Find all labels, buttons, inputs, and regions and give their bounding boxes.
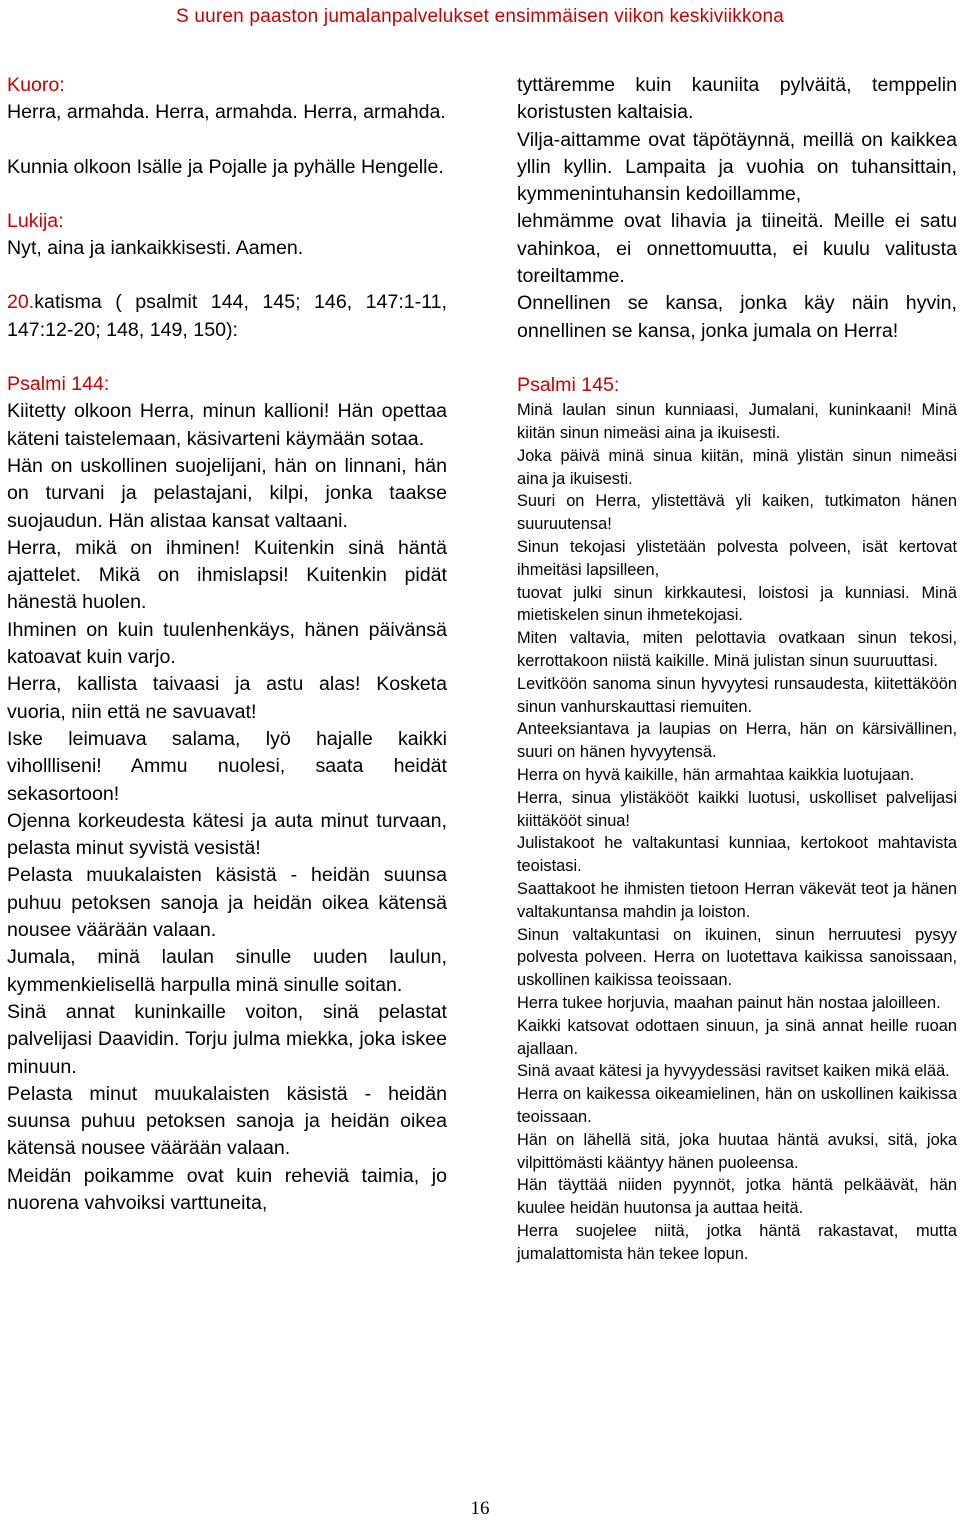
verse: Hän on lähellä sitä, joka huutaa häntä avuksi, sitä, joka vilpittömästi kääntyy hänen puoleensa. — [517, 1130, 957, 1172]
verse: Hän on uskollinen suojelijani, hän on linnani, hän on turvani ja pelastajani, kilpi, jonka taakse suojaudun. Hän alistaa kansat valtaani. — [7, 454, 447, 532]
verse: Pelasta muukalaisten käsistä - heidän suunsa puhuu petoksen sanoja ja heidän oikea kätensä nousee väärään valaan. — [7, 864, 447, 942]
verse: Anteeksiantava ja laupias on Herra, hän on kärsivällinen, suuri on hänen hyvyytensä. — [517, 720, 957, 762]
left-column — [7, 72, 447, 1217]
verse: Iske leimuava salama, lyö hajalle kaikki vihollliseni! Ammu nuolesi, saata heidät sekasortoon! — [7, 727, 447, 805]
psalm-144-continued — [517, 72, 957, 345]
verse: Suuri on Herra, ylistettävä yli kaiken, tutkimaton hänen suuruutensa! — [517, 492, 957, 534]
page-number: 16 — [470, 1498, 490, 1519]
verse: Pelasta minut muukalaisten käsistä - heidän suunsa puhuu petoksen sanoja ja heidän oikea kätensä nousee väärään valaan. — [7, 1082, 447, 1160]
katisma-heading — [7, 289, 447, 344]
verse: Vilja-aittamme ovat täpötäynnä, meillä on kaikkea yllin kyllin. Lampaita ja vuohia on tuhansittain, kymmenintuhansin kedoillamme, — [517, 128, 957, 206]
verse: Hän täyttää niiden pyynnöt, jotka häntä pelkäävät, hän kuulee heidän huutonsa ja auttaa heitä. — [517, 1176, 957, 1218]
katisma-text: katisma ( psalmit 144, 145; 146, 147:1-11, 147:12-20; 148, 149, 150): — [7, 291, 447, 341]
verse: tyttäremme kuin kauniita pylväitä, temppelin koristusten kaltaisia. — [517, 74, 957, 124]
verse: Jumala, minä laulan sinulle uuden laulun, kymmenkielisellä harpulla minä sinulle soitan. — [7, 946, 447, 996]
verse: Herra tukee horjuvia, maahan painut hän nostaa jaloilleen. — [517, 993, 941, 1012]
psalm-145-verses — [517, 399, 957, 1265]
lukija-text: Nyt, aina ja iankaikkisesti. Aamen. — [7, 237, 304, 260]
right-column — [517, 72, 957, 1266]
verse: Levitköön sanoma sinun hyvyytesi runsaudesta, kiitettäköön sinun vanhurskauttasi riemuiten. — [517, 674, 957, 716]
verse: Sinun tekojasi ylistetään polvesta polveen, isät kertovat ihmeitäsi lapsilleen, — [517, 538, 957, 579]
verse: Minä laulan sinun kunniaasi, Jumalani, kuninkaani! Minä kiitän sinun nimeäsi aina ja ikuisesti. — [517, 401, 957, 443]
verse: Herra, sinua ylistäkööt kaikki luotusi, uskolliset palvelijasi kiittäkööt sinua! — [517, 788, 957, 830]
verse: Meidän poikamme ovat kuin reheviä taimia, jo nuorena vahvoiksi varttuneita, — [7, 1164, 447, 1214]
verse: Sinun valtakuntasi on ikuinen, sinun herruutesi pysyy polvesta polveen. Herra on luotettava kaikissa sanoissaan, uskollinen kaikissa teoissaan. — [517, 925, 957, 990]
verse: Ihminen on kuin tuulenhenkäys, hänen päivänsä katoavat kuin varjo. — [7, 618, 447, 669]
verse: Onnellinen se kansa, jonka käy näin hyvin, onnellinen se kansa, jonka jumala on Herra! — [517, 292, 957, 342]
kuoro-label: Kuoro: — [7, 74, 65, 96]
verse: Kiitetty olkoon Herra, minun kallioni! Hän opettaa käteni taistelemaan, käsivarteni käymään sotaa. — [7, 400, 447, 450]
verse: Herra suojelee niitä, jotka häntä rakastavat, mutta jumalattomista hän tekee lopun. — [517, 1221, 957, 1263]
verse: Joka päivä minä sinua kiitän, minä ylistän sinun nimeäsi aina ja ikuisesti. — [517, 446, 957, 488]
verse: Saattakoot he ihmisten tietoon Herran väkevät teot ja hänen valtakuntansa mahdin ja loiston. — [517, 880, 957, 921]
psalm-145-title: Psalmi 145: — [517, 373, 620, 396]
verse: Sinä avaat kätesi ja hyvyydessäsi ravitset kaiken mikä elää. — [517, 1062, 950, 1081]
verse: Kaikki katsovat odottaen sinuun, ja sinä annat heille ruoan ajallaan. — [517, 1016, 957, 1058]
katisma-number: 20. — [7, 291, 35, 314]
verse: Herra on kaikessa oikeamielinen, hän on uskollinen kaikissa teoissaan. — [517, 1085, 957, 1126]
page-header: S uuren paaston jumalanpalvelukset ensimmäisen viikon keskiviikkona — [176, 6, 784, 27]
verse: Sinä annat kuninkaille voiton, sinä pelastat palvelijasi Daavidin. Torju julma miekka, joka iskee minuun. — [7, 1000, 447, 1078]
kunnia-text: Kunnia olkoon Isälle ja Pojalle ja pyhälle Hengelle. — [7, 155, 444, 178]
verse: Ojenna korkeudesta kätesi ja auta minut turvaan, pelasta minut syvistä vesistä! — [7, 809, 447, 860]
verse: Herra on hyvä kaikille, hän armahtaa kaikkia luotujaan. — [517, 766, 915, 785]
verse: tuovat julki sinun kirkkautesi, loistosi ja kunniasi. Minä mietiskelen sinun ihmetekojasi. — [517, 583, 957, 625]
verse: Miten valtavia, miten pelottavia ovatkaan sinun tekosi, kerrottakoon niistä kaikille. Minä julistan sinun suuruuttasi. — [517, 629, 957, 671]
lukija-label: Lukija: — [7, 209, 64, 232]
verse: lehmämme ovat lihavia ja tiineitä. Meille ei satu vahinkoa, ei onnettomuutta, ei kuulu valitusta toreiltamme. — [517, 210, 957, 288]
verse: Herra, mikä on ihminen! Kuitenkin sinä häntä ajattelet. Mikä on ihmislapsi! Kuitenkin pidät hänestä huolen. — [7, 536, 447, 614]
verse: Herra, kallista taivaasi ja astu alas! Kosketa vuoria, niin että ne savuavat! — [7, 673, 447, 723]
psalm-144-title: Psalmi 144: — [7, 373, 110, 396]
verse: Julistakoot he valtakuntasi kunniaa, kertokoot mahtavista teoistasi. — [517, 834, 957, 876]
kuoro-text: Herra, armahda. Herra, armahda. Herra, armahda. — [7, 101, 446, 124]
